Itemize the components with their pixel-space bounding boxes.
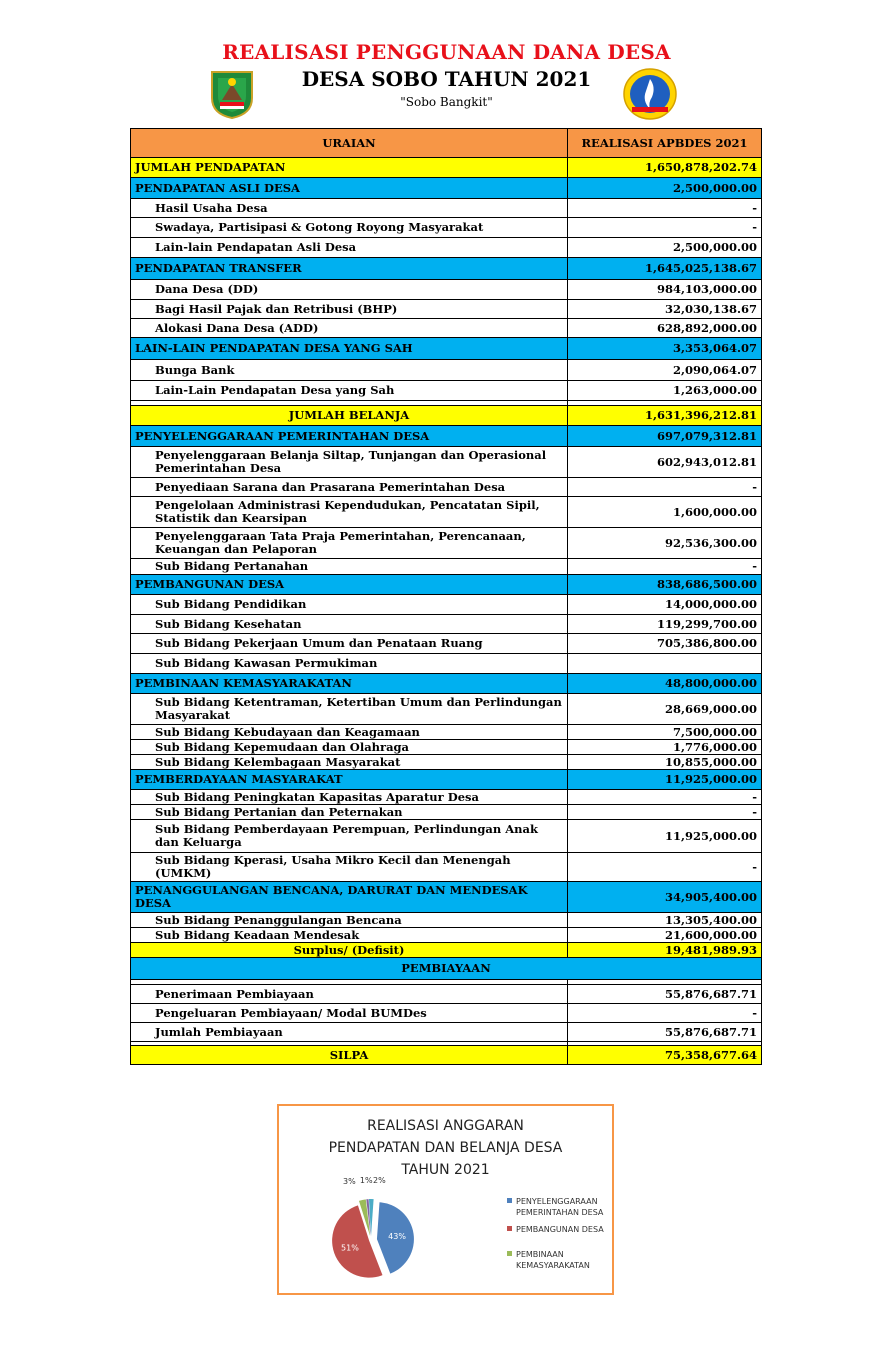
table-row <box>131 280 762 300</box>
chart-title-line-2: PENDAPATAN DAN BELANJA DESA <box>328 1140 563 1156</box>
row-label: Lain-Lain Pendapatan Desa yang Sah <box>131 381 568 401</box>
table-row <box>131 258 762 280</box>
row-label: Sub Bidang Ketentraman, Ketertiban Umum dan Perlindungan Masyarakat <box>131 694 568 725</box>
row-label: Penerimaan Pembiayaan <box>131 985 568 1004</box>
legend-swatch <box>507 1226 512 1231</box>
row-label: Pengeluaran Pembiayaan/ Modal BUMDes <box>131 1004 568 1023</box>
table-row <box>131 360 762 381</box>
row-label: PEMBANGUNAN DESA <box>131 575 568 595</box>
table-row <box>131 725 762 740</box>
row-label: Dana Desa (DD) <box>131 280 568 300</box>
table-row <box>131 820 762 853</box>
row-value: - <box>568 218 762 238</box>
legend-label: KEMASYARAKATAN <box>516 1261 590 1270</box>
row-label: Sub Bidang Keadaan Mendesak <box>131 928 568 943</box>
row-value: - <box>568 199 762 218</box>
table-row <box>131 478 762 497</box>
row-value: 75,358,677.64 <box>568 1046 762 1065</box>
row-value: 92,536,300.00 <box>568 528 762 559</box>
row-label: PENYELENGGARAAN PEMERINTAHAN DESA <box>131 426 568 447</box>
column-header-realisasi: REALISASI APBDES 2021 <box>568 129 762 158</box>
pie-slice <box>369 1199 374 1236</box>
row-label: Sub Bidang Kelembagaan Masyarakat <box>131 755 568 770</box>
row-label: PENANGGULANGAN BENCANA, DARURAT DAN MENDESAK DESA <box>131 882 568 913</box>
row-value: 55,876,687.71 <box>568 985 762 1004</box>
table-row <box>131 575 762 595</box>
row-value: 28,669,000.00 <box>568 694 762 725</box>
row-label: Sub Bidang Pekerjaan Umum dan Penataan Ruang <box>131 634 568 654</box>
table-row <box>131 985 762 1004</box>
legend-label: PEMBANGUNAN DESA <box>516 1225 604 1234</box>
row-label: Surplus/ (Defisit) <box>131 943 568 958</box>
row-value: 3,353,064.07 <box>568 338 762 360</box>
legend-label: PENYELENGGARAAN <box>516 1197 598 1206</box>
document-subtitle: DESA SOBO TAHUN 2021 <box>301 67 592 91</box>
tagline: "Sobo Bangkit" <box>400 95 493 109</box>
row-value: 2,090,064.07 <box>568 360 762 381</box>
table-header-row <box>131 129 762 158</box>
row-value: 21,600,000.00 <box>568 928 762 943</box>
pie-slice-label: 43% <box>388 1232 406 1242</box>
legend-label: PEMBINAAN <box>516 1250 564 1259</box>
table-row <box>131 770 762 790</box>
pie-slice-label: 2% <box>373 1176 386 1186</box>
table-row <box>131 1004 762 1023</box>
table-row <box>131 674 762 694</box>
row-label: Sub Bidang Pertanahan <box>131 559 568 575</box>
row-value: 13,305,400.00 <box>568 913 762 928</box>
table-row <box>131 882 762 913</box>
row-label: Sub Bidang Penanggulangan Bencana <box>131 913 568 928</box>
table-row <box>131 178 762 199</box>
table-row <box>131 238 762 258</box>
legend-item <box>507 1196 607 1218</box>
row-value: 1,263,000.00 <box>568 381 762 401</box>
row-label: PENDAPATAN ASLI DESA <box>131 178 568 199</box>
document-title: REALISASI PENGGUNAAN DANA DESA <box>222 40 671 64</box>
pie-chart-panel <box>277 1104 614 1295</box>
table-row <box>131 199 762 218</box>
row-value: 984,103,000.00 <box>568 280 762 300</box>
table-row <box>131 943 762 958</box>
row-label: JUMLAH BELANJA <box>131 406 568 426</box>
row-label: Lain-lain Pendapatan Asli Desa <box>131 238 568 258</box>
row-value: 14,000,000.00 <box>568 595 762 615</box>
legend-item <box>507 1249 607 1271</box>
table-row <box>131 755 762 770</box>
legend-item <box>507 1224 607 1235</box>
row-value: 1,600,000.00 <box>568 497 762 528</box>
row-value: 32,030,138.67 <box>568 300 762 319</box>
row-label: Sub Bidang Pertanian dan Peternakan <box>131 805 568 820</box>
row-label: Sub Bidang Peningkatan Kapasitas Aparatur Desa <box>131 790 568 805</box>
row-label: Swadaya, Partisipasi & Gotong Royong Masyarakat <box>131 218 568 238</box>
table-row <box>131 338 762 360</box>
row-value: 697,079,312.81 <box>568 426 762 447</box>
table-row <box>131 654 762 674</box>
table-row <box>131 406 762 426</box>
row-value: 2,500,000.00 <box>568 238 762 258</box>
row-label: PEMBIAYAAN <box>131 958 762 980</box>
row-value: 1,631,396,212.81 <box>568 406 762 426</box>
row-label: Sub Bidang Pemberdayaan Perempuan, Perlindungan Anak dan Keluarga <box>131 820 568 853</box>
row-value: 1,776,000.00 <box>568 740 762 755</box>
chart-title-line-3: TAHUN 2021 <box>401 1162 490 1178</box>
row-label: Penyelenggaraan Belanja Siltap, Tunjangan dan Operasional Pemerintahan Desa <box>131 447 568 478</box>
legend-swatch <box>507 1251 512 1256</box>
row-label: PENDAPATAN TRANSFER <box>131 258 568 280</box>
row-label: Penyelenggaraan Tata Praja Pemerintahan, Perencanaan, Keuangan dan Pelaporan <box>131 528 568 559</box>
table-row <box>131 615 762 634</box>
row-value: 48,800,000.00 <box>568 674 762 694</box>
row-label: SILPA <box>131 1046 568 1065</box>
table-row <box>131 853 762 882</box>
pie-slice-label: 1% <box>359 1176 373 1186</box>
row-value: 34,905,400.00 <box>568 882 762 913</box>
pie-slice-label: 3% <box>343 1177 356 1187</box>
table-row <box>131 319 762 338</box>
table-row <box>131 528 762 559</box>
row-value: - <box>568 853 762 882</box>
row-label: PEMBERDAYAAN MASYARAKAT <box>131 770 568 790</box>
row-value: 1,650,878,202.74 <box>568 158 762 178</box>
row-label: Pengelolaan Administrasi Kependudukan, Pencatatan Sipil, Statistik dan Kearsipan <box>131 497 568 528</box>
row-value: 705,386,800.00 <box>568 634 762 654</box>
table-row <box>131 634 762 654</box>
row-value: - <box>568 478 762 497</box>
table-row <box>131 1046 762 1065</box>
row-label: Sub Bidang Kawasan Permukiman <box>131 654 568 674</box>
row-value: 628,892,000.00 <box>568 319 762 338</box>
table-row <box>131 790 762 805</box>
table-row <box>131 426 762 447</box>
table-row <box>131 1023 762 1042</box>
row-value <box>568 654 762 674</box>
row-label: LAIN-LAIN PENDAPATAN DESA YANG SAH <box>131 338 568 360</box>
legend-swatch <box>507 1198 512 1203</box>
column-header-uraian: URAIAN <box>131 129 568 158</box>
row-value: - <box>568 1004 762 1023</box>
row-value: 602,943,012.81 <box>568 447 762 478</box>
table-row <box>131 218 762 238</box>
table-row <box>131 559 762 575</box>
legend-label: PEMERINTAHAN DESA <box>516 1208 604 1217</box>
row-value: 1,645,025,138.67 <box>568 258 762 280</box>
row-value: 11,925,000.00 <box>568 820 762 853</box>
row-value: 11,925,000.00 <box>568 770 762 790</box>
table-row <box>131 595 762 615</box>
row-label: Sub Bidang Kepemudaan dan Olahraga <box>131 740 568 755</box>
row-label: Jumlah Pembiayaan <box>131 1023 568 1042</box>
row-value: 2,500,000.00 <box>568 178 762 199</box>
table-row <box>131 913 762 928</box>
table-row <box>131 958 762 980</box>
table-row <box>131 300 762 319</box>
table-row <box>131 158 762 178</box>
table-row <box>131 381 762 401</box>
row-value: 7,500,000.00 <box>568 725 762 740</box>
row-label: Sub Bidang Kperasi, Usaha Mikro Kecil dan Menengah (UMKM) <box>131 853 568 882</box>
row-value: 838,686,500.00 <box>568 575 762 595</box>
table-row <box>131 740 762 755</box>
table-row <box>131 805 762 820</box>
table-row <box>131 928 762 943</box>
row-label: Penyediaan Sarana dan Prasarana Pemerintahan Desa <box>131 478 568 497</box>
pie-slice-label: 51% <box>341 1243 359 1253</box>
row-value: 55,876,687.71 <box>568 1023 762 1042</box>
table-row <box>131 447 762 478</box>
row-label: Alokasi Dana Desa (ADD) <box>131 319 568 338</box>
regency-emblem-icon <box>208 68 256 120</box>
row-value: 19,481,989.93 <box>568 943 762 958</box>
row-value: 10,855,000.00 <box>568 755 762 770</box>
table-row <box>131 694 762 725</box>
row-value: - <box>568 805 762 820</box>
row-value: 119,299,700.00 <box>568 615 762 634</box>
chart-title-line-1: REALISASI ANGGARAN <box>367 1118 524 1134</box>
row-label: Bunga Bank <box>131 360 568 381</box>
village-emblem-icon <box>622 67 678 121</box>
row-label: Bagi Hasil Pajak dan Retribusi (BHP) <box>131 300 568 319</box>
row-label: Sub Bidang Kesehatan <box>131 615 568 634</box>
pie-slice <box>332 1205 382 1277</box>
row-label: JUMLAH PENDAPATAN <box>131 158 568 178</box>
row-label: Sub Bidang Pendidikan <box>131 595 568 615</box>
row-label: PEMBINAAN KEMASYARAKATAN <box>131 674 568 694</box>
row-value: - <box>568 559 762 575</box>
chart-legend <box>507 1196 607 1277</box>
budget-table <box>130 128 762 1065</box>
row-label: Hasil Usaha Desa <box>131 199 568 218</box>
row-label: Sub Bidang Kebudayaan dan Keagamaan <box>131 725 568 740</box>
row-value: - <box>568 790 762 805</box>
table-row <box>131 497 762 528</box>
